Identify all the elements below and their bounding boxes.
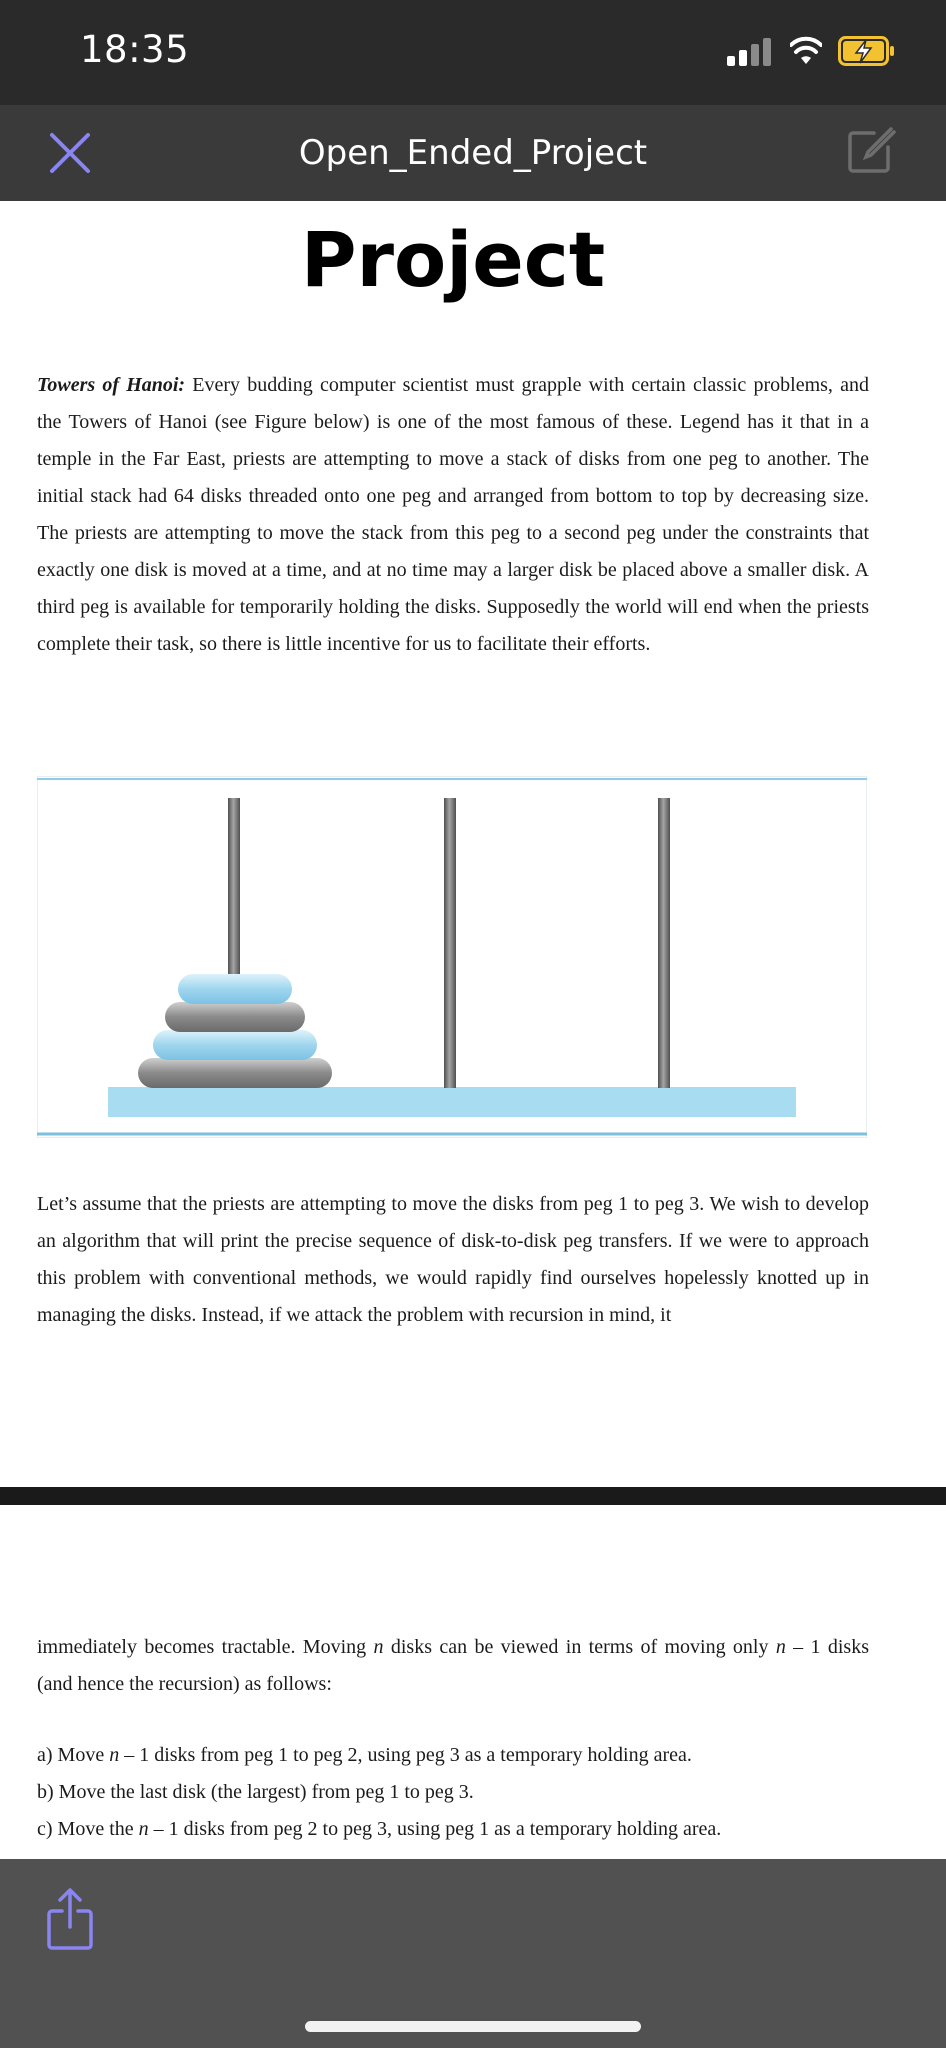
page-heading: Project xyxy=(300,215,606,304)
disk-3 xyxy=(153,1030,317,1060)
battery-charging-icon xyxy=(838,36,896,66)
intro-text: Every budding computer scientist must grapple with certain classic problems, and the Towers of Hanoi (see Figure below) is one of the most famous of these. Legend has it that in a temple in the Far East, priests are attempting to move a stack of disks from one peg to another. The initial stack had 64 disks threaded onto one peg and arranged from bottom to top by decreasing size. The priests are attempting to move the stack from this peg to a second peg under the constraints that exactly one disk is moved at a time, and at no time may a larger disk be placed above a smaller disk. A third peg is available for temporarily holding the disks. Supposedly the world will end when the priests complete their task, so there is little incentive for us to facilitate their efforts. xyxy=(37,374,869,655)
document-page-1 xyxy=(0,201,946,1487)
disk-4 xyxy=(138,1058,332,1088)
disk-2 xyxy=(165,1002,305,1032)
nav-bar xyxy=(0,105,946,201)
paragraph-2: Let’s assume that the priests are attempting to move the disks from peg 1 to peg 3. We wish to develop an algorithm that will print the precise sequence of disk-to-disk peg transfers. If we were to approach this problem with conventional methods, we would rapidly find ourselves hopelessly knotted up in managing the disks. Instead, if we attack the problem with recursion in mind, it xyxy=(37,1193,869,1326)
peg-2 xyxy=(444,798,456,1088)
step-a: a) Move n – 1 disks from peg 1 to peg 2, using peg 3 as a temporary holding area. xyxy=(37,1744,692,1766)
edit-icon[interactable] xyxy=(844,125,896,177)
base-board xyxy=(108,1087,796,1117)
towers-of-hanoi-figure xyxy=(37,776,867,1138)
document-page-2 xyxy=(0,1505,946,1859)
intro-paragraph xyxy=(37,367,869,663)
cellular-signal-icon xyxy=(727,38,771,66)
share-icon[interactable] xyxy=(44,1887,96,1953)
page-separator xyxy=(0,1487,946,1505)
document-title: Open_Ended_Project xyxy=(298,133,648,173)
status-time: 18:35 xyxy=(80,28,190,71)
status-bar xyxy=(0,0,946,105)
intro-term: Towers of Hanoi: xyxy=(37,374,186,396)
recursion-paragraph: immediately becomes tractable. Moving n disks can be viewed in terms of moving only n – 1 disks (and hence the recursion) as follows: xyxy=(37,1636,869,1695)
home-indicator[interactable] xyxy=(305,2021,641,2032)
peg-3 xyxy=(658,798,670,1088)
bottom-toolbar xyxy=(0,1859,946,2048)
step-b: b) Move the last disk (the largest) from peg 1 to peg 3. xyxy=(37,1781,474,1803)
wifi-icon xyxy=(790,36,822,66)
steps-list xyxy=(37,1737,877,1848)
step-c: c) Move the n – 1 disks from peg 2 to peg 3, using peg 1 as a temporary holding area. xyxy=(37,1818,722,1840)
disk-1 xyxy=(178,974,292,1004)
